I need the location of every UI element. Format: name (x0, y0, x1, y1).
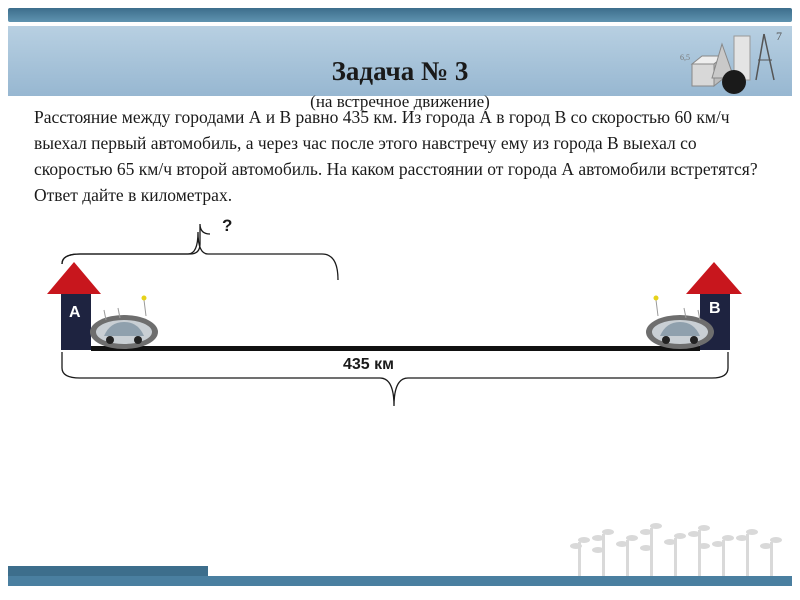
distance-diagram (0, 210, 800, 420)
unknown-distance-label: ? (222, 216, 233, 235)
road-line (91, 346, 700, 351)
sphere-shape (722, 70, 746, 94)
slide-title: Задача № 3 (331, 56, 469, 86)
unknown-distance-brace (62, 224, 210, 264)
corner-label-6-5: 6,5 (680, 53, 690, 62)
slide-subtitle: (на встречное движение) (310, 92, 490, 111)
car-a-icon (90, 296, 158, 350)
city-a-arrow (47, 262, 101, 294)
problem-text: Расстояние между городами А и В равно 435 км. Из города А в город В со скоростью 60 км/ч выехал первый автомобиль, а через час после этого навстречу ему из города В выехал со скоростью 65 км/ч второй автомобиль. На каком расстоянии от города А автомобили встретятся? Ответ дайте в километрах. (34, 107, 758, 205)
geometry-clipart (672, 24, 792, 100)
top-header-strip (8, 8, 792, 22)
cube-shape (692, 64, 714, 86)
city-a-label: А (69, 304, 81, 321)
corner-label-7: 7 (776, 29, 782, 43)
city-a-block (61, 294, 91, 350)
compass-shape (756, 34, 764, 80)
city-b-label: В (709, 300, 721, 317)
total-distance-brace (62, 352, 728, 406)
city-b-arrow (686, 262, 742, 294)
plants-decoration (570, 520, 790, 576)
footer-strip (8, 576, 792, 586)
total-distance-label: 435 км (343, 356, 394, 373)
